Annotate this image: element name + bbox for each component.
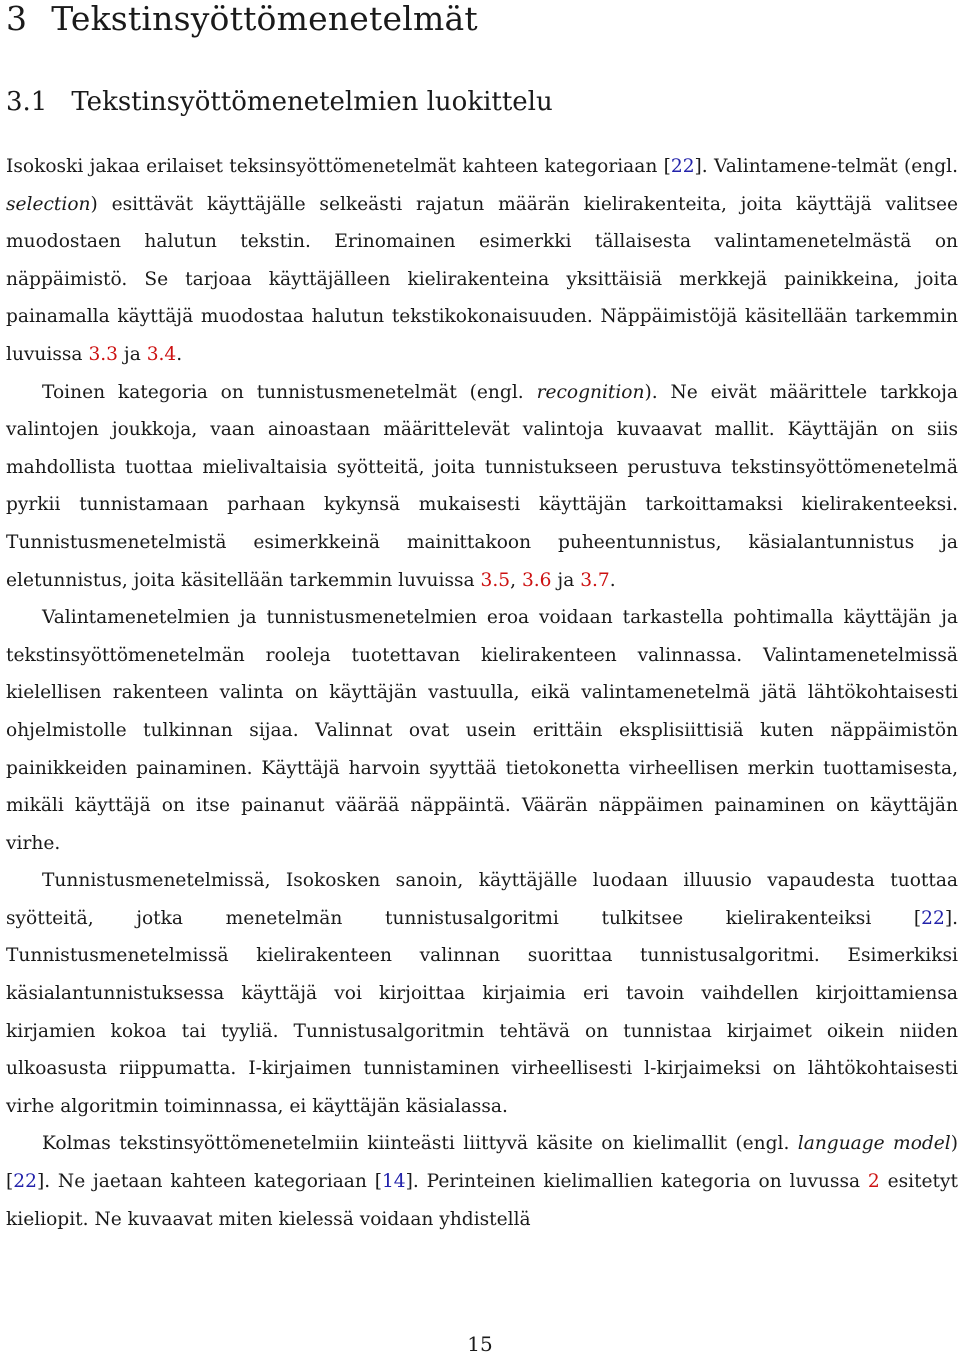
text-run: Toinen kategoria on tunnistusmenetelmät (engl. (42, 381, 537, 403)
text-run: ) esittävät käyttäjälle selkeästi rajatun määrän kielirakenteita, joita käyttäjä valitsee muodostaen halutun tekstin. Erinomainen esimerkki tällaisesta valintamenetelmästä on näppäimistö. Se tarjoaa käyttäjälleen kielirakenteina yksittäisiä merkkejä painikkeina, joita painamalla käyttäjä muodostaa halutun tekstikokonaisuuden. Näppäimistöjä käsitellään tarkemmin luvuissa (6, 193, 958, 365)
italic-term: language model (797, 1133, 951, 1155)
paragraph (6, 148, 958, 374)
text-run: . (609, 569, 616, 591)
text-run: Tunnistusmenetelmissä, Isokosken sanoin, käyttäjälle luodaan illuusio vapaudesta tuottaa syötteitä, jotka menetelmän tunnistusalgoritmi tulkitsee kielirakenteiksi [ (6, 870, 958, 929)
body-text (6, 148, 958, 1238)
text-run: esitetyt kieliopit. Ne kuvaavat miten kielessä voidaan yhdistellä (6, 1171, 959, 1230)
text-run: ) [ (6, 1133, 959, 1193)
chapter-title: Tekstinsyöttömenetelmät (51, 0, 478, 38)
text-run: ]. Tunnistusmenetelmissä kielirakenteen valinnan suorittaa tunnistusalgoritmi. Esimerkiksi käsialantunnistuksessa käyttäjä voi kirjoittaa kirjaimia eri tavoin vaihdellen kirjoittamiensa kirjamien kokoa tai tyyliä. Tunnistusalgoritmin tehtävä on tunnistaa kirjaimet oikein niiden ulkoasusta riippumatta. I-kirjaimen tunnistaminen virheellisesti l-kirjaimeksi on lähtökohtaisesti virhe algoritmin toiminnassa, ei käyttäjän käsialassa. (6, 907, 958, 1117)
section-reference-link[interactable]: 3.6 (521, 569, 552, 591)
section-reference-link[interactable]: 2 (867, 1171, 880, 1193)
text-run: Valintamenetelmien ja tunnistusmenetelmien eroa voidaan tarkastella pohtimalla käyttäjän ja tekstinsyöttömenetelmän rooleja tuotettavan kielirakenteen valinnassa. Valintamenetelmissä kielellisen rakenteen valinta on käyttäjän vastuulla, eikä valintamenetelmä jätä lähtökohtaisesti ohjelmistolle tulkinnan sijaa. Valinnat ovat usein erittäin eksplisiittisiä kuten näppäimistön painikkeiden painaminen. Käyttäjä harvoin syyttää tietokonetta virheellisen merkin tuottamisesta, mikäli käyttäjä on itse painanut väärää näppäintä. Väärän näppäimen painaminen on käyttäjän virhe. (6, 607, 958, 854)
citation-link[interactable]: 22 (13, 1171, 37, 1193)
text-run: ]. Perinteinen kielimallien kategoria on luvussa (405, 1171, 868, 1193)
text-run: ja (118, 343, 147, 365)
text-run: Kolmas tekstinsyöttömenetelmiin kiinteästi liittyvä käsite on kielimallit (engl. (42, 1133, 798, 1155)
text-run: Isokoski jakaa erilaiset teksinsyöttömenetelmät kahteen kategoriaan [ (6, 156, 671, 177)
paragraph (6, 1125, 958, 1238)
text-run: ]. Valintamene-telmät (engl. (694, 156, 959, 177)
citation-link[interactable]: 22 (921, 907, 945, 929)
section-reference-link[interactable]: 3.3 (88, 343, 119, 365)
page-number: 15 (467, 1332, 493, 1356)
paragraph (6, 599, 958, 862)
italic-term: recognition (536, 381, 645, 403)
text-run: ]. Ne jaetaan kahteen kategoriaan [ (36, 1171, 382, 1193)
section-reference-link[interactable]: 3.4 (146, 343, 177, 365)
paragraph (6, 862, 958, 1125)
chapter-heading (6, 0, 478, 38)
italic-term: selection (6, 193, 91, 215)
section-title: Tekstinsyöttömenetelmien luokittelu (71, 87, 553, 117)
text-run: ja (551, 569, 581, 591)
section-heading (6, 86, 553, 118)
text-run: . (176, 343, 183, 365)
section-number: 3.1 (6, 87, 48, 117)
text-run: ). Ne eivät määrittele tarkkoja valintojen joukkoja, vaan ainoastaan määrittelevät valintoja kuvaavat mallit. Käyttäjän on siis mahdollista tuottaa mielivaltaisia syötteitä, joita tunnistukseen perustuva tekstinsyöttömenetelmä pyrkii tunnistamaan parhaan kykynsä mukaisesti käyttäjän tarkoittamaksi kielirakenteeksi. Tunnistusmenetelmistä esimerkkeinä mainittakoon puheentunnistus, käsialantunnistus ja eletunnistus, joita käsitellään tarkemmin luvuissa (6, 381, 959, 591)
citation-link[interactable]: 14 (381, 1171, 406, 1193)
paragraph (6, 374, 958, 600)
citation-link[interactable]: 22 (670, 156, 695, 177)
text-run: , (510, 569, 522, 591)
section-reference-link[interactable]: 3.7 (580, 569, 610, 591)
section-reference-link[interactable]: 3.5 (480, 569, 511, 591)
chapter-number: 3 (6, 0, 28, 38)
